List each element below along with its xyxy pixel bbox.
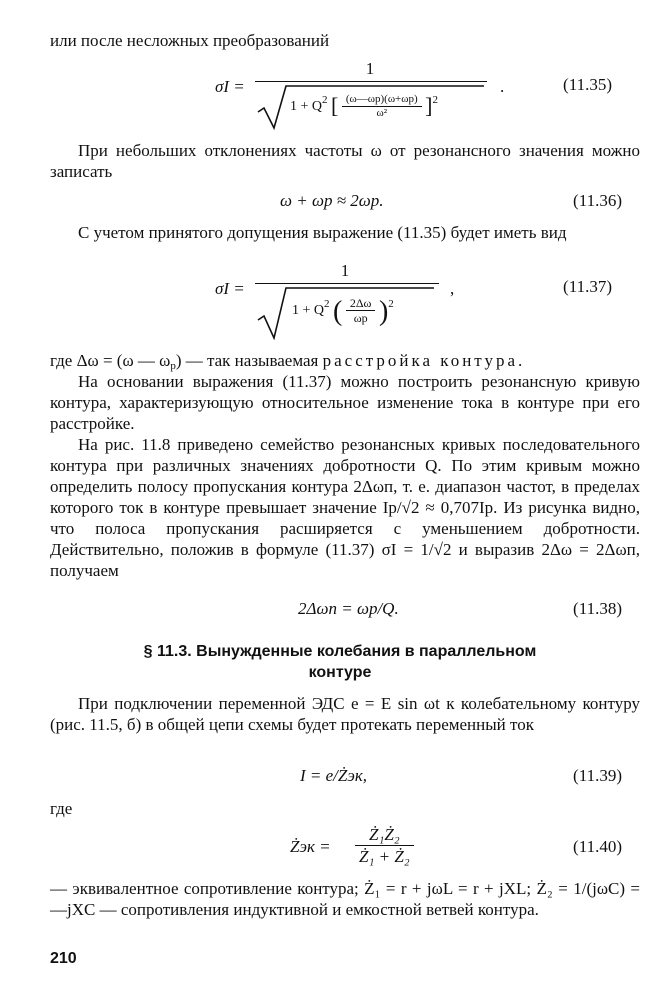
paragraph-text: На основании выражения (11.37) можно построить резонансную кривую контура, характеризующую относительное изменение тока в контуре при его расстройке. bbox=[50, 372, 640, 433]
paragraph-detuning-definition: где Δω = (ω — $\omega_р$) — так называемая расстройка контура. bbox=[50, 351, 523, 372]
inner-numerator: 2Δω bbox=[349, 296, 372, 311]
paragraph-text: где bbox=[50, 799, 73, 818]
equation-11-39 bbox=[150, 765, 640, 791]
equation-body: ω + ωр ≈ 2ωр. bbox=[280, 191, 384, 210]
emphasized-term: расстройка контура bbox=[322, 351, 519, 370]
equation-numerator: 1 bbox=[365, 59, 375, 78]
equation-denominator: Ż₁ + Ż₂ bbox=[355, 845, 414, 867]
equation-fraction bbox=[355, 824, 414, 867]
paragraph-text: — эквивалентное сопротивление контура; Ż₁ = r + jωL = r + jXL; Ż₂ = 1/(jωC) = —jXC — сопротивления индуктивной и емкостной ветвей контура. bbox=[50, 879, 640, 919]
inner-fraction bbox=[346, 296, 376, 325]
paragraph-bandwidth bbox=[50, 434, 640, 581]
equation-number: (11.37) bbox=[563, 277, 612, 296]
paragraph-intro bbox=[50, 30, 640, 51]
equation-lhs: Żэк = bbox=[290, 837, 331, 856]
equation-number: (11.40) bbox=[573, 837, 622, 856]
equation-11-38 bbox=[150, 598, 640, 624]
equation-lhs: σI = bbox=[215, 77, 245, 96]
paragraph-text: При небольших отклонениях частоты ω от резонансного значения можно записать bbox=[50, 141, 640, 181]
paragraph-text: На рис. 11.8 приведено семейство резонансных кривых последовательного контура при различных значениях добротности Q. По этим кривым можно определить полосу пропускания контура 2Δωп, т. е. диапазон частот, в пределах которого ток в контуре превышает значение Iр/√2 ≈ 0,707Iр. Из рисунка видно, что полоса пропускания расширяется с уменьшением добротности. Действительно, положив в формуле (11.37) σI = 1/√2 и выразив 2Δω = 2Δωп, получаем bbox=[50, 435, 640, 580]
equation-number: (11.39) bbox=[573, 766, 622, 785]
equation-body: 2Δωп = ωр/Q. bbox=[298, 599, 399, 618]
equation-11-40 bbox=[150, 822, 640, 874]
paragraph-text: При подключении переменной ЭДС e = E sin ωt к колебательному контуру (рис. 11.5, б) в общей цепи схемы будет протекать переменный ток bbox=[50, 694, 640, 734]
inner-fraction bbox=[342, 93, 422, 120]
equation-body: I = e/Żэк, bbox=[300, 766, 368, 785]
paragraph-equivalent-impedance bbox=[50, 878, 640, 920]
equation-number: (11.38) bbox=[573, 599, 622, 618]
inner-denominator: ω² bbox=[342, 106, 422, 120]
paragraph-text: С учетом принятого допущения выражение (11.35) будет иметь вид bbox=[78, 223, 567, 242]
equation-number: (11.36) bbox=[573, 191, 622, 210]
inner-numerator: (ω—ωр)(ω+ωр) bbox=[345, 93, 418, 106]
paragraph-small-deviation bbox=[50, 140, 640, 182]
inner-denominator: ωр bbox=[346, 310, 376, 325]
equation-lhs: σI = bbox=[215, 279, 245, 298]
paragraph-forced-oscillation bbox=[50, 693, 640, 735]
equation-numerator: 1 bbox=[340, 261, 350, 280]
paragraph-text: ) — так называемая bbox=[175, 351, 319, 370]
equation-numerator: Ż₁Ż₂ bbox=[368, 825, 400, 844]
heading-line: § 11.3. Вынужденные колебания в параллельном bbox=[143, 643, 537, 660]
section-heading bbox=[40, 641, 640, 683]
sqrt-content: $1 + Q^2$ [ $\frac{(\omega—\omega р)(\omega+\omega р)}{\text{ω²}}$ ]$^2$ bbox=[290, 93, 438, 120]
page-number: 210 bbox=[50, 950, 77, 967]
paragraph-resonance-curve bbox=[50, 371, 640, 434]
equation-11-36 bbox=[150, 190, 640, 216]
heading-line: контуре bbox=[308, 664, 372, 681]
equation-11-37: σI = 1 $1 + Q^2$ ( $\frac{2\Delta\omega}{\omega р}$ )$^2$ , (11.37) bbox=[160, 258, 640, 338]
equation-11-35: σI = 1 $1 + Q^2$ [ $\frac{(\omega—\omega р)(\omega+\omega р)}{\text{ω²}}$ ]$^2$ . (11.35) bbox=[160, 62, 640, 132]
paragraph-assumption bbox=[50, 222, 640, 243]
paragraph-text: где Δω = (ω — ω bbox=[50, 351, 171, 370]
equation-number: (11.35) bbox=[563, 75, 612, 94]
paragraph-where bbox=[50, 798, 640, 819]
sqrt-content: $1 + Q^2$ ( $\frac{2\Delta\omega}{\omega р}$ )$^2$ bbox=[292, 296, 394, 327]
paragraph-text: или после несложных преобразований bbox=[50, 31, 330, 50]
